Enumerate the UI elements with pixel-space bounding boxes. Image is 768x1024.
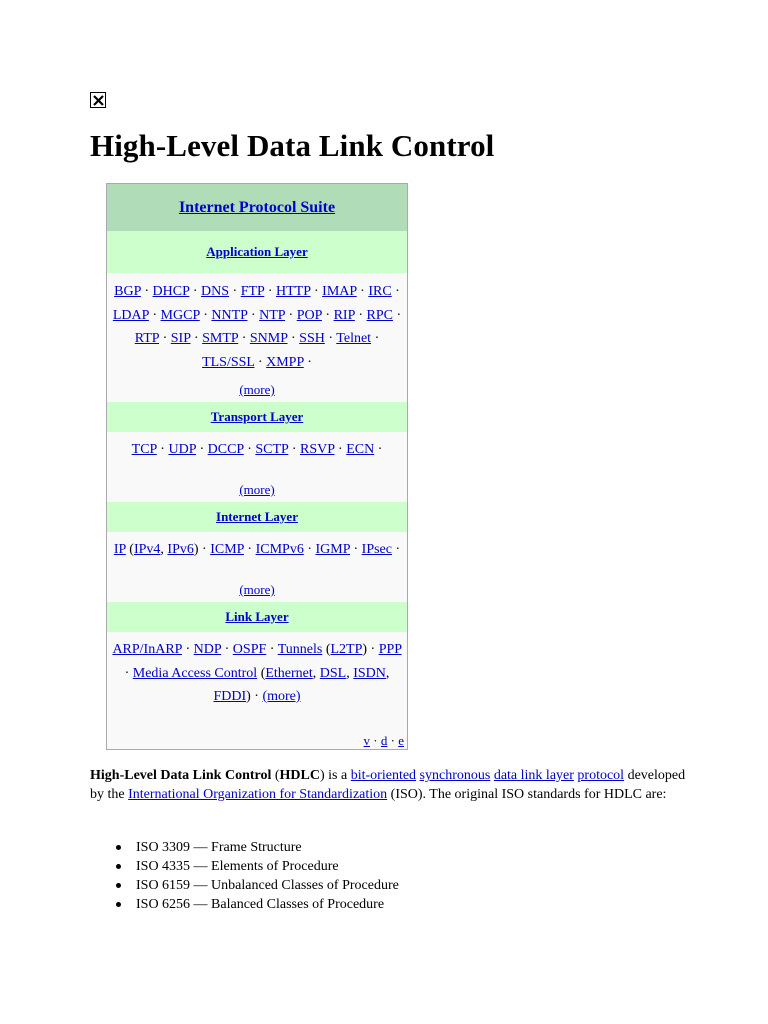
data-link-layer-link[interactable]: data link layer <box>493 768 574 783</box>
protocol-link[interactable]: Media Access Control <box>132 665 258 681</box>
protocol-link[interactable]: SIP <box>170 331 191 346</box>
protocol-link[interactable]: IPv4 <box>133 542 161 557</box>
intro-paragraph: High-Level Data Link Control (HDLC) is a bit-oriented synchronous data link layer protocol developed by the International Organization for Standardization (ISO). The original ISO standards for HDLC are: <box>90 768 686 802</box>
protocol-link[interactable]: TLS/SSL <box>202 354 255 370</box>
navbox-title <box>107 184 407 231</box>
intro-text: is a <box>328 768 348 783</box>
navbox-section-heading <box>107 502 407 532</box>
protocol-link[interactable]: L2TP <box>330 642 363 657</box>
protocol-link[interactable]: SMTP <box>202 331 239 346</box>
protocol-link[interactable]: DHCP <box>152 284 190 299</box>
broken-image-icon <box>90 92 106 108</box>
more-link[interactable]: (more) <box>239 382 275 397</box>
protocol-link[interactable]: NTP <box>259 307 286 323</box>
navbox-section-heading <box>107 602 407 632</box>
protocol-link[interactable]: BGP <box>114 284 141 299</box>
navbox-section-heading <box>107 402 407 432</box>
synchronous-link[interactable]: synchronous <box>419 768 491 783</box>
protocol-link[interactable]: SNMP <box>249 331 288 346</box>
list-item: ISO 6159 — Unbalanced Classes of Procedure <box>136 878 399 893</box>
intro-abbr: HDLC <box>279 768 320 783</box>
protocol-link[interactable]: ARP/InARP <box>112 642 182 657</box>
application-layer-link[interactable]: Application Layer <box>206 244 308 259</box>
iso-standards-list <box>90 838 399 914</box>
protocol-link[interactable]: IMAP <box>322 284 357 299</box>
navbox-more-row <box>107 578 407 602</box>
protocol-link[interactable]: ECN <box>346 442 375 457</box>
protocol-link[interactable]: Telnet <box>336 331 372 346</box>
edit-template-link[interactable]: e <box>398 733 404 748</box>
protocol-link[interactable]: IPsec <box>361 542 392 557</box>
navbox-more-row <box>107 378 407 402</box>
protocol-link[interactable]: POP <box>296 307 322 323</box>
protocol-link[interactable]: SSH <box>299 331 325 346</box>
protocol-link[interactable]: FTP <box>240 284 265 299</box>
protocol-link[interactable]: XMPP <box>266 354 304 370</box>
discuss-template-link[interactable]: d <box>380 733 388 748</box>
protocol-link[interactable]: ICMP <box>210 542 244 557</box>
protocol-link[interactable]: DSL <box>319 665 347 681</box>
more-link[interactable]: (more) <box>239 582 275 597</box>
protocol-link[interactable]: ISDN <box>353 665 386 681</box>
application-layer-list: BGP · DHCP · DNS · FTP · HTTP · IMAP · IRC · LDAP · MGCP · NNTP · NTP · POP · RIP · RPC · RTP · SIP · SMTP · SNMP · SSH · Telnet · TLS/SSL · XMPP · <box>112 284 402 370</box>
protocol-link[interactable]: OSPF <box>232 642 267 657</box>
protocol-link[interactable]: DCCP <box>207 442 244 457</box>
view-template-link[interactable]: v <box>363 733 371 748</box>
internet-layer-list: IP (IPv4, IPv6) · ICMP · ICMPv6 · IGMP · IPsec · <box>113 542 401 557</box>
intro-text: developed by the <box>90 768 686 802</box>
internet-protocol-suite-navbox <box>106 183 408 750</box>
protocol-link[interactable]: HTTP <box>276 284 311 299</box>
protocol-link[interactable]: PPP <box>378 642 402 657</box>
navbox-title-link[interactable]: Internet Protocol Suite <box>178 198 336 216</box>
more-link[interactable]: (more) <box>239 482 275 497</box>
transport-layer-link[interactable]: Transport Layer <box>210 409 304 424</box>
more-link[interactable]: (more) <box>262 689 301 704</box>
navbox-vde: v · d · e <box>363 733 404 748</box>
navbox-section-heading <box>107 231 407 273</box>
internet-layer-link[interactable]: Internet Layer <box>216 509 298 524</box>
list-item: ISO 3309 — Frame Structure <box>136 838 399 857</box>
list-item: ISO 4335 — Elements of Procedure <box>136 857 399 876</box>
page-title: High-Level Data Link Control <box>90 128 495 163</box>
protocol-link[interactable]: NNTP <box>211 307 248 323</box>
protocol-link[interactable]: RSVP <box>300 442 335 457</box>
list-item: ISO 6256 — Balanced Classes of Procedure <box>136 895 399 914</box>
protocol-link[interactable]: TCP <box>131 442 157 457</box>
transport-layer-list: TCP · UDP · DCCP · SCTP · RSVP · ECN · <box>131 442 383 457</box>
iso-link[interactable]: International Organization for Standardization <box>128 786 388 802</box>
protocol-link[interactable]: IGMP <box>315 542 350 557</box>
protocol-link[interactable]: NDP <box>193 642 222 657</box>
protocol-link[interactable]: protocol <box>577 768 625 783</box>
navbox-more-row <box>107 478 407 502</box>
protocol-link[interactable]: IRC <box>368 284 392 299</box>
bit-oriented-link[interactable]: bit-oriented <box>350 768 417 783</box>
protocol-link[interactable]: MGCP <box>160 307 200 323</box>
link-layer-list: ARP/InARP · NDP · OSPF · Tunnels (L2TP) · PPP · Media Access Control (Ethernet, DSL, ISDN, FDDI) · (more) <box>112 642 402 704</box>
protocol-link[interactable]: FDDI <box>213 689 247 704</box>
link-layer-link[interactable]: Link Layer <box>225 609 289 624</box>
protocol-link[interactable]: DNS <box>201 284 230 299</box>
protocol-link[interactable]: UDP <box>168 442 196 457</box>
protocol-link[interactable]: Tunnels <box>277 642 323 657</box>
protocol-link[interactable]: ICMPv6 <box>255 542 304 557</box>
protocol-link[interactable]: IPv6 <box>167 542 194 557</box>
protocol-link[interactable]: IP <box>113 542 126 557</box>
protocol-link[interactable]: LDAP <box>112 307 149 323</box>
protocol-link[interactable]: RIP <box>333 307 355 323</box>
intro-term: High-Level Data Link Control <box>90 768 272 783</box>
protocol-link[interactable]: Ethernet <box>265 665 313 681</box>
intro-text: (ISO). The original ISO standards for HDLC are: <box>390 786 667 802</box>
protocol-link[interactable]: SCTP <box>255 442 289 457</box>
protocol-link[interactable]: RPC <box>366 307 393 323</box>
protocol-link[interactable]: RTP <box>134 331 160 346</box>
